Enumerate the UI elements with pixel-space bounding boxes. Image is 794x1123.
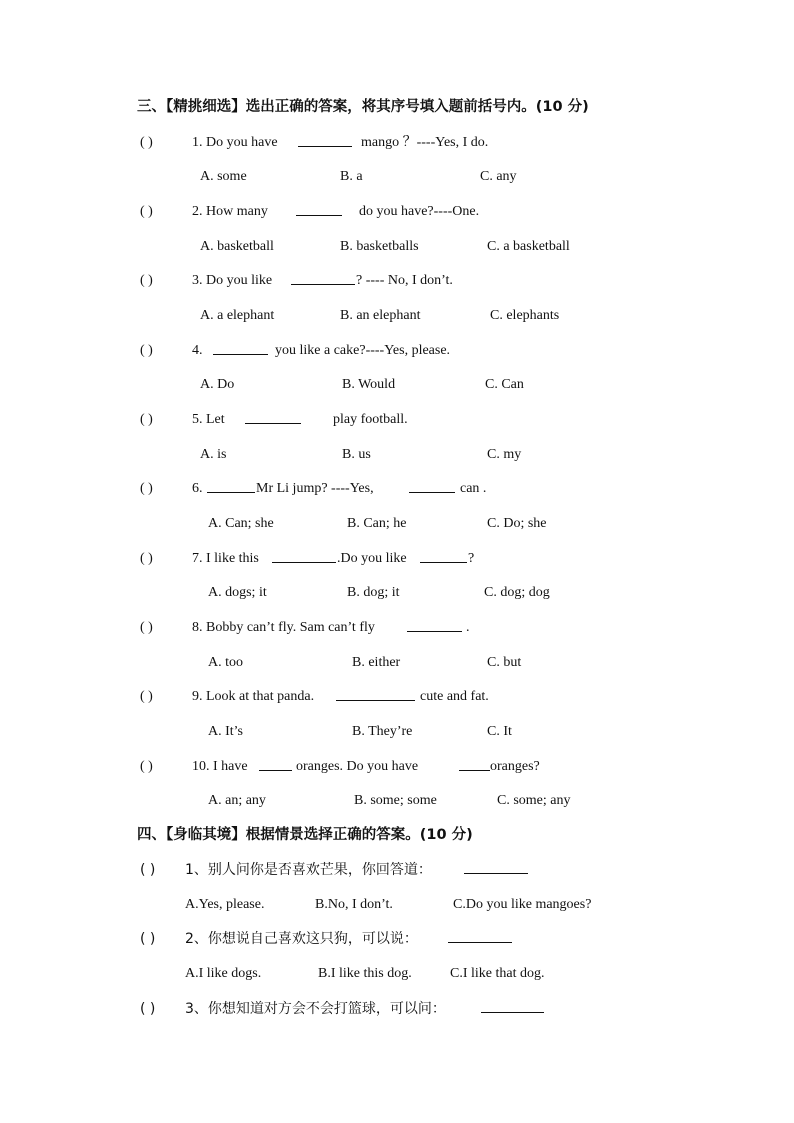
question-text: 8. Bobby can’t fly. Sam can’t fly [192, 620, 375, 635]
answer-blank [291, 270, 355, 293]
options-7 [0, 582, 794, 604]
answer-blank [213, 340, 268, 363]
scenario-options-2 [0, 963, 794, 985]
option-b: B. Can; he [347, 516, 407, 531]
answer-paren: ( ) [140, 481, 153, 496]
question-text: ? ---- No, I don’t. [356, 273, 453, 288]
options-9 [0, 721, 794, 743]
options-8 [0, 652, 794, 674]
question-text: 3. Do you like [192, 273, 273, 288]
question-text: 3、你想知道对方会不会打篮球，可以问： [185, 1001, 446, 1017]
answer-blank [407, 617, 462, 640]
answer-paren: ( ) [140, 551, 153, 566]
option-b: B. dog; it [347, 585, 400, 600]
question-text: play football. [333, 412, 408, 427]
answer-blank [272, 548, 336, 571]
option-a: A. some [200, 169, 247, 184]
answer-paren: ( ) [140, 204, 153, 219]
option-c: C.I like that dog. [450, 966, 545, 981]
option-b: B. Would [342, 377, 396, 392]
question-9 [0, 686, 794, 708]
question-text: 1. Do you have [192, 135, 278, 150]
option-a: A. dogs; it [208, 585, 267, 600]
option-a: A. Do [200, 377, 235, 392]
option-b: B. an elephant [340, 308, 421, 323]
option-a: A.I like dogs. [185, 966, 262, 981]
answer-paren: ( ) [140, 135, 153, 150]
option-b: B. us [342, 447, 371, 462]
option-b: B. either [352, 655, 401, 670]
question-text: . [466, 620, 470, 635]
answer-paren: ( ) [140, 343, 153, 358]
options-1 [0, 166, 794, 188]
question-10 [0, 756, 794, 778]
option-b: B. a [340, 169, 363, 184]
answer-blank [296, 201, 342, 224]
scenario-options-1 [0, 894, 794, 916]
answer-blank [298, 132, 352, 155]
question-text: mango ？----Yes, I do. [361, 135, 489, 150]
answer-blank [409, 478, 455, 501]
question-text: 7. I like this [192, 551, 259, 566]
question-text: 4. [192, 343, 203, 358]
scenario-question-3 [0, 998, 794, 1020]
option-b: B. basketballs [340, 239, 419, 254]
question-5 [0, 409, 794, 431]
option-c: C. elephants [490, 308, 560, 323]
question-8 [0, 617, 794, 639]
option-c: C. dog; dog [484, 585, 550, 600]
question-text: 10. I have [192, 759, 248, 774]
answer-paren: ( ) [140, 1001, 156, 1017]
question-text: 6. [192, 481, 203, 496]
answer-paren: ( ) [140, 931, 156, 947]
question-2 [0, 201, 794, 223]
option-c: C. my [487, 447, 522, 462]
scenario-question-1 [0, 859, 794, 881]
question-text: 2、你想说自己喜欢这只狗，可以说： [185, 931, 418, 947]
option-a: A. Can; she [208, 516, 274, 531]
option-a: A. It’s [208, 724, 243, 739]
answer-paren: ( ) [140, 620, 153, 635]
answer-blank [459, 756, 490, 779]
answer-blank [420, 548, 467, 571]
question-1 [0, 132, 794, 154]
option-b: B. They’re [352, 724, 413, 739]
question-text: 9. Look at that panda. [192, 689, 315, 704]
question-text: 5. Let [192, 412, 225, 427]
answer-paren: ( ) [140, 689, 153, 704]
option-c: C. but [487, 655, 522, 670]
question-4 [0, 340, 794, 362]
question-6 [0, 478, 794, 500]
option-c: C. some; any [497, 793, 571, 808]
options-4 [0, 374, 794, 396]
answer-blank [245, 409, 301, 432]
question-3 [0, 270, 794, 292]
question-7 [0, 548, 794, 570]
section4-heading-row [0, 824, 794, 846]
options-6 [0, 513, 794, 535]
section4-heading: 四、【身临其境】根据情景选择正确的答案。(10 分) [137, 827, 473, 843]
answer-paren: ( ) [140, 862, 156, 878]
scenario-question-2 [0, 928, 794, 950]
question-text: .Do you like [337, 551, 407, 566]
option-a: A. too [208, 655, 243, 670]
question-text: Mr Li jump? ----Yes, [256, 481, 374, 496]
option-c: C. Do; she [487, 516, 547, 531]
option-b: B.I like this dog. [318, 966, 412, 981]
option-a: A. basketball [200, 239, 274, 254]
question-text: can . [460, 481, 487, 496]
option-a: A. an; any [208, 793, 266, 808]
question-text: you like a cake?----Yes, please. [275, 343, 451, 358]
option-a: A. is [200, 447, 227, 462]
option-c: C. any [480, 169, 517, 184]
options-2 [0, 236, 794, 258]
option-c: C. a basketball [487, 239, 570, 254]
option-c: C. Can [485, 377, 524, 392]
option-a: A.Yes, please. [185, 897, 265, 912]
question-text: oranges. Do you have [296, 759, 419, 774]
option-b: B. some; some [354, 793, 437, 808]
question-text: 1、别人问你是否喜欢芒果，你回答道： [185, 862, 432, 878]
options-5 [0, 444, 794, 466]
options-3 [0, 305, 794, 327]
answer-blank [259, 756, 292, 779]
options-10 [0, 790, 794, 812]
question-text: 2. How many [192, 204, 268, 219]
option-c: C. It [487, 724, 512, 739]
section3-heading-row [0, 96, 794, 118]
answer-paren: ( ) [140, 759, 153, 774]
answer-blank [207, 478, 255, 501]
answer-blank [481, 998, 544, 1020]
answer-blank [448, 928, 512, 950]
option-c: C.Do you like mangoes? [453, 897, 592, 912]
question-text: ? [468, 551, 475, 566]
question-text: do you have?----One. [359, 204, 480, 219]
question-text: oranges? [490, 759, 540, 774]
question-text: cute and fat. [420, 689, 489, 704]
option-b: B.No, I don’t. [315, 897, 393, 912]
option-a: A. a elephant [200, 308, 275, 323]
section3-heading: 三、【精挑细选】选出正确的答案，将其序号填入题前括号内。(10 分) [137, 99, 589, 115]
answer-paren: ( ) [140, 412, 153, 427]
answer-paren: ( ) [140, 273, 153, 288]
answer-blank [336, 686, 415, 709]
answer-blank [464, 859, 528, 881]
